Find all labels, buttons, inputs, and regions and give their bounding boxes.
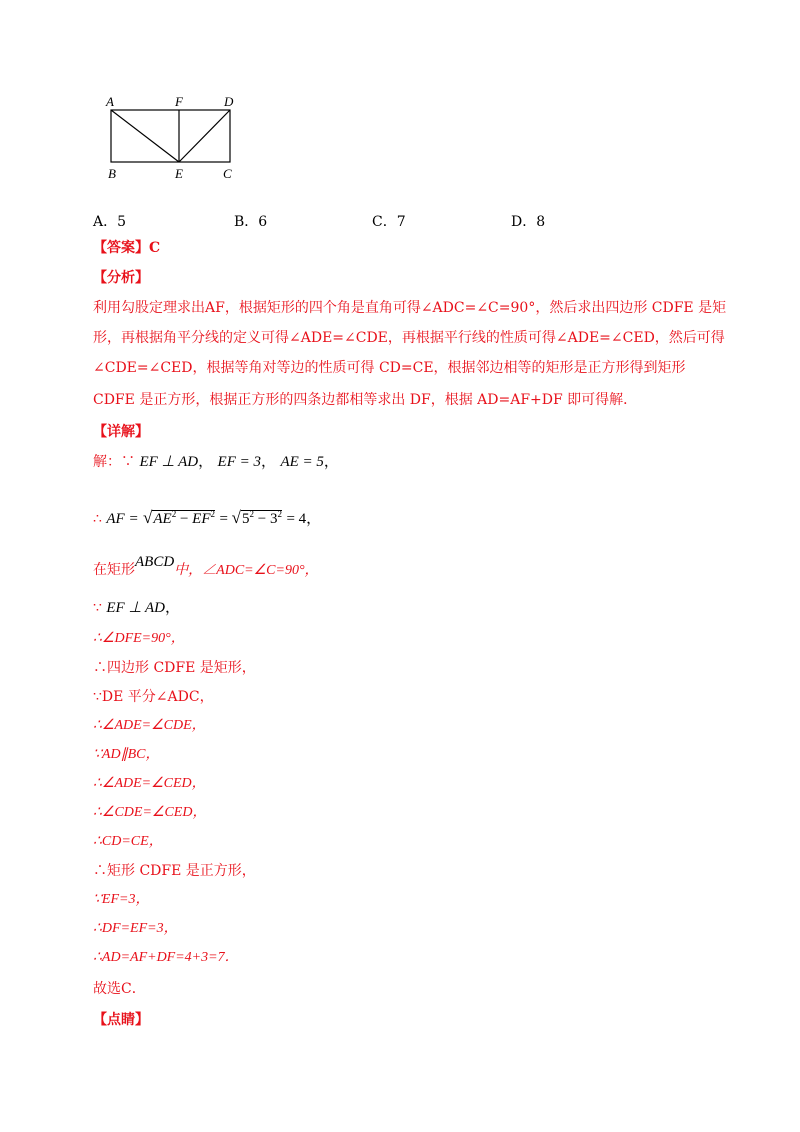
detail-line-perp bbox=[93, 598, 180, 618]
radicand-1: $AE^2 - EF^2$ bbox=[153, 509, 215, 527]
rectangle-diagram bbox=[100, 92, 250, 184]
answer-value: C bbox=[149, 240, 161, 256]
analysis-line-3: ∠CDE=∠CED，根据等角对等边的性质可得 CD=CE，根据邻边相等的矩形是正方形得到矩形 bbox=[93, 360, 686, 376]
sqrt-icon-2: √ bbox=[231, 508, 242, 527]
step-10: ∵EF=3， bbox=[93, 892, 150, 907]
label-f: F bbox=[175, 94, 183, 109]
step-3: ∵DE 平分∠ADC， bbox=[93, 689, 214, 705]
therefore-symbol: ∴ bbox=[93, 511, 102, 527]
segment-ae bbox=[111, 110, 179, 162]
rectangle-abcd bbox=[111, 110, 230, 162]
comment-heading: 【点睛】 bbox=[93, 1012, 149, 1028]
math-ef-equals-3: EF = 3 bbox=[217, 454, 261, 470]
answer-options bbox=[93, 211, 693, 231]
math-ae-equals-5: AE = 5 bbox=[280, 454, 324, 470]
detail-line-pythagoras bbox=[93, 504, 321, 529]
label-a: A bbox=[106, 94, 114, 109]
math-sep-2: ， bbox=[261, 454, 277, 470]
analysis-heading: 【分析】 bbox=[93, 270, 149, 286]
step-7: ∴∠CDE=∠CED， bbox=[93, 805, 207, 820]
detail-line-rectangle bbox=[93, 554, 319, 581]
analysis-line-1: 利用勾股定理求出AF，根据矩形的四个角是直角可得∠ADC=∠C=90°，然后求出四边形 CDFE 是矩 bbox=[93, 300, 727, 316]
label-d: D bbox=[224, 94, 234, 109]
step-5: ∵AD∥BC， bbox=[93, 747, 160, 762]
math-abcd: ABCD bbox=[135, 554, 175, 570]
analysis-line-4: CDFE 是正方形，根据正方形的四条边都相等求出 DF，根据 AD=AF+DF 即可得解． bbox=[93, 392, 638, 408]
option-c: C．7 bbox=[372, 214, 406, 230]
answer-label: 【答案】 bbox=[93, 240, 149, 256]
sqrt-icon: √ bbox=[143, 508, 153, 527]
math-ef-perp-ad-2: EF ⊥ AD bbox=[106, 600, 165, 616]
math-af-lhs: AF = bbox=[106, 511, 139, 527]
math-sep-3: ， bbox=[323, 454, 339, 470]
option-b: B．6 bbox=[234, 214, 268, 230]
step-1: ∴∠DFE=90°， bbox=[93, 631, 185, 646]
step-9: ∴矩形 CDFE 是正方形， bbox=[93, 863, 256, 879]
radicand-2: $5^2 - 3^2$ bbox=[242, 509, 282, 527]
answer-line bbox=[93, 238, 160, 258]
rectangle-pre: 在矩形 bbox=[93, 562, 135, 578]
math-ef-perp-ad: EF ⊥ AD bbox=[139, 454, 199, 470]
math-tail-2: ， bbox=[165, 600, 181, 616]
step-2: ∴四边形 CDFE 是矩形， bbox=[93, 660, 256, 676]
math-result: = 4 bbox=[286, 511, 307, 527]
solution-prefix: 解： bbox=[93, 454, 121, 470]
step-6: ∴∠ADE=∠CED， bbox=[93, 776, 206, 791]
analysis-line-2: 形，再根据角平分线的定义可得∠ADE=∠CDE，再根据平行线的性质可得∠ADE=∠CED，然后可得 bbox=[93, 330, 725, 346]
math-equals: = bbox=[219, 511, 232, 527]
math-sep-1: ， bbox=[198, 454, 214, 470]
option-d: D．8 bbox=[511, 214, 546, 230]
step-12: ∴AD=AF+DF=4+3=7． bbox=[93, 950, 239, 965]
math-tail: ， bbox=[306, 511, 322, 527]
option-a: A．5 bbox=[93, 214, 127, 230]
detail-heading: 【详解】 bbox=[93, 424, 149, 440]
rectangle-figure bbox=[100, 92, 250, 184]
step-11: ∴DF=EF=3， bbox=[93, 921, 178, 936]
step-8: ∴CD=CE， bbox=[93, 834, 163, 849]
detail-line-given bbox=[93, 452, 339, 472]
label-c: C bbox=[223, 166, 232, 181]
because-symbol-2: ∵ bbox=[93, 600, 102, 616]
label-e: E bbox=[175, 166, 183, 181]
because-symbol: ∵ bbox=[121, 454, 135, 470]
rectangle-post: 中，∠ADC=∠C=90°， bbox=[174, 563, 319, 578]
step-13: 故选C． bbox=[93, 981, 146, 997]
segment-de bbox=[179, 110, 230, 162]
label-b: B bbox=[108, 166, 116, 181]
step-4: ∴∠ADE=∠CDE， bbox=[93, 718, 206, 733]
